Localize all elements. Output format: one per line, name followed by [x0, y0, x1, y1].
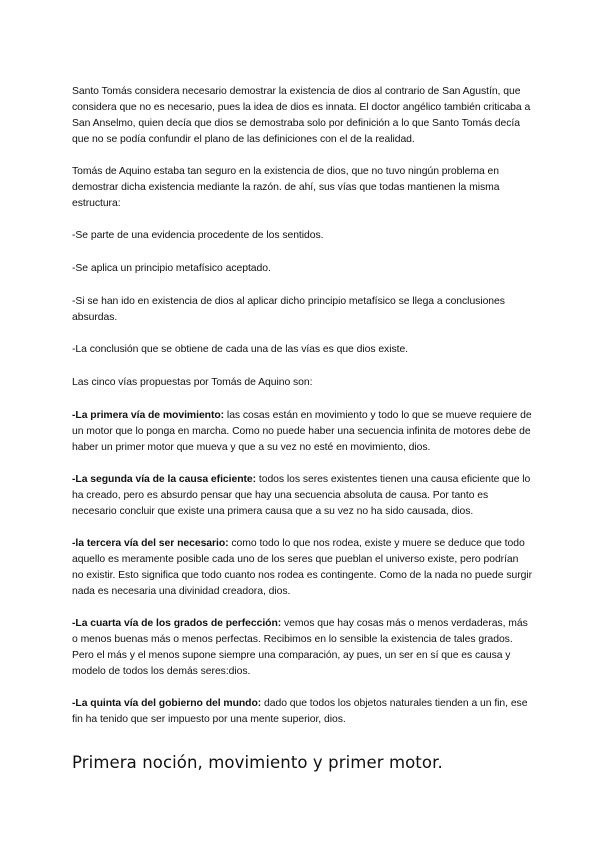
document-page	[72, 84, 532, 774]
structure-step-3: -Si se han ido en existencia de dios al aplicar dicho principio metafísico se llega a conclusiones absurdas.	[72, 296, 505, 323]
via-1-title: -La primera vía de movimiento:	[72, 410, 225, 421]
vias-intro: Las cinco vías propuestas por Tomás de Aquino son:	[72, 377, 313, 388]
via-3-title: -la tercera vía del ser necesario:	[72, 538, 229, 549]
via-4-text: vemos que hay cosas más o menos verdaderas, más o menos buenas más o menos perfectas. Recibimos en lo sensible la existencia de tales grados. Pero el más y el menos supone siempre una comparación, ay pues, un ser en sí que es causa y modelo de todos los demás seres:dios.	[72, 618, 528, 677]
via-1-text: las cosas están en movimiento y todo lo que se mueve requiere de un motor que lo ponga en marcha. Como no puede haber una secuencia infinita de motores debe de haber un primer motor que mueva y que a su vez no esté en movimiento, dios.	[72, 410, 532, 453]
via-4-paragraph	[72, 616, 532, 680]
via-1-paragraph	[72, 408, 532, 456]
via-5-paragraph	[72, 696, 532, 728]
via-5-title: -La quinta vía del gobierno del mundo:	[72, 698, 262, 709]
structure-paragraph: Tomás de Aquino estaba tan seguro en la existencia de dios, que no tuvo ningún problema en demostrar dicha existencia mediante la razón. de ahí, sus vías que todas mantienen la misma estructura:	[72, 166, 500, 209]
via-2-text: todos los seres existentes tienen una causa eficiente que lo ha creado, pero es absurdo pensar que hay una secuencia absoluta de causa. Por tanto es necesario concluir que existe una primera causa que a su vez no ha sido causada, dios.	[72, 474, 531, 517]
via-3-paragraph	[72, 536, 532, 600]
via-2-paragraph	[72, 472, 532, 520]
structure-step-4: -La conclusión que se obtiene de cada una de las vías es que dios existe.	[72, 344, 409, 355]
via-2-title: -La segunda vía de la causa eficiente:	[72, 474, 257, 485]
structure-step-2: -Se aplica un principio metafísico aceptado.	[72, 263, 271, 274]
via-5-text: dado que todos los objetos naturales tienden a un fin, ese fin ha tenido que ser impuesto por una mente superior, dios.	[72, 698, 528, 725]
via-4-title: -La cuarta vía de los grados de perfección:	[72, 618, 282, 629]
via-3-text: como todo lo que nos rodea, existe y muere se deduce que todo aquello es meramente posible cada uno de los seres que pueblan el universo existe, pero podrían no existir. Esto significa que todo cuanto nos rodea es contingente. Como de la nada no puede surgir nada es necesaria una divinidad creadora, dios.	[72, 538, 532, 597]
structure-step-1: -Se parte de una evidencia procedente de los sentidos.	[72, 230, 324, 241]
section-heading: Primera noción, movimiento y primer motor.	[72, 753, 443, 772]
intro-paragraph: Santo Tomás considera necesario demostrar la existencia de dios al contrario de San Agustín, que considera que no es necesario, pues la idea de dios es innata. El doctor angélico también criticaba a San Anselmo, quien decía que dios se demostraba solo por definición a lo que Santo Tomás decía que no se podía confundir el plano de las definiciones con el de la realidad.	[72, 86, 531, 145]
